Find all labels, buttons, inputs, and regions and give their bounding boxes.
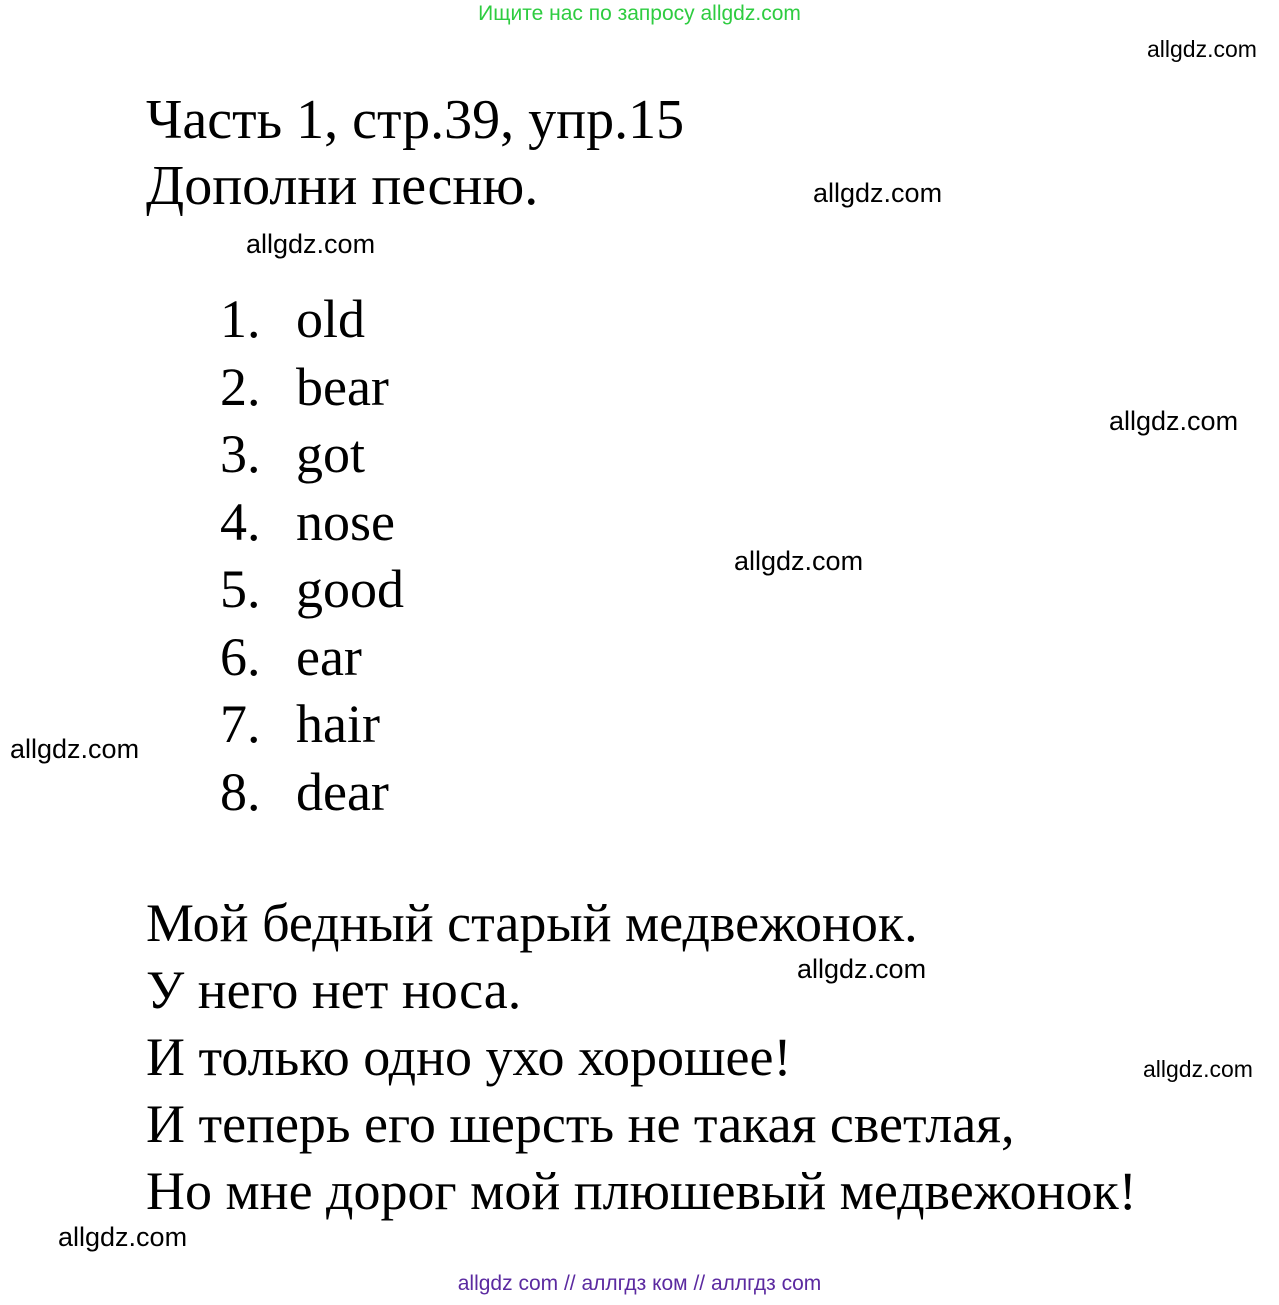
answer-item <box>220 491 404 563</box>
watermark: allgdz.com <box>58 1222 188 1252</box>
translation-block <box>146 893 1137 1231</box>
answer-word: old <box>296 289 366 349</box>
translation-line: И только одно ухо хорошее! <box>146 1027 792 1087</box>
watermark: allgdz.com <box>246 229 376 259</box>
translation-line: И теперь его шерсть не такая светлая, <box>146 1094 1015 1154</box>
answer-word: dear <box>296 761 389 822</box>
answer-number: 5. <box>220 559 261 619</box>
answer-word: bear <box>296 356 389 417</box>
answer-item <box>220 761 404 833</box>
answer-word: got <box>296 424 366 484</box>
answer-word: good <box>296 559 404 619</box>
translation-line: Но мне дорог мой плюшевый медвежонок! <box>146 1161 1137 1221</box>
exercise-instruction: Дополни песню. <box>146 155 539 217</box>
translation-line: Мой бедный старый медвежонок. <box>146 893 918 953</box>
answer-item <box>220 289 404 360</box>
answer-list <box>220 289 404 832</box>
exercise-title: Часть 1, стр.39, упр.15 <box>146 89 685 151</box>
watermark: allgdz.com <box>1147 36 1257 62</box>
answer-number: 1. <box>220 289 261 349</box>
answer-word: nose <box>296 491 395 552</box>
translation-line: У него нет носа. <box>146 960 522 1020</box>
watermark: allgdz.com <box>813 178 943 208</box>
answer-word: hair <box>296 694 380 754</box>
bottom-banner: allgdz com // аллгдз ком // аллгдз com <box>457 1272 822 1295</box>
answer-word: ear <box>296 626 362 687</box>
answer-item <box>220 424 404 495</box>
answer-item <box>220 559 404 630</box>
watermark: allgdz.com <box>1109 406 1239 436</box>
answer-number: 4. <box>220 491 261 552</box>
watermark: allgdz.com <box>734 546 864 576</box>
answer-item <box>220 694 404 765</box>
watermark: allgdz.com <box>1143 1056 1253 1082</box>
answer-item <box>220 626 404 698</box>
answer-number: 6. <box>220 626 261 687</box>
top-banner: Ищите нас по запросу allgdz.com <box>478 2 801 25</box>
watermark: allgdz.com <box>10 734 140 764</box>
answer-number: 8. <box>220 761 261 822</box>
answer-number: 7. <box>220 694 261 754</box>
watermark: allgdz.com <box>797 954 927 984</box>
answer-number: 3. <box>220 424 261 484</box>
answer-item <box>220 356 404 428</box>
answer-number: 2. <box>220 356 261 417</box>
